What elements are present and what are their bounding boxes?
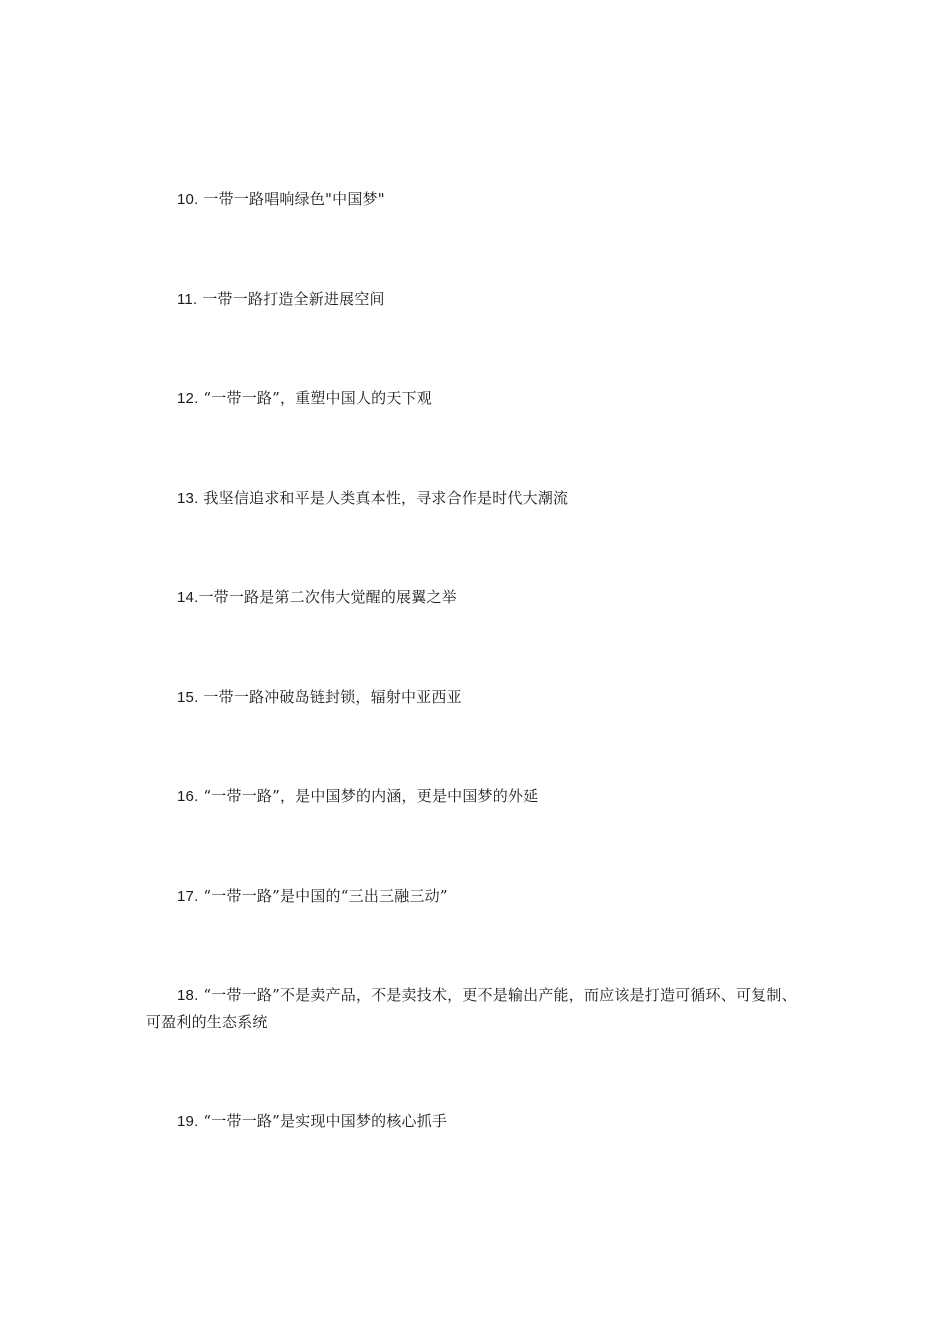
item-number: 13.	[177, 490, 199, 507]
item-number: 16.	[177, 788, 199, 805]
list-item	[146, 684, 806, 711]
list-item	[146, 783, 806, 810]
item-text: “一带一路”是实现中国梦的核心抓手	[203, 1112, 448, 1130]
list-item	[146, 485, 806, 512]
item-text: 一带一路唱响绿色"中国梦"	[203, 190, 385, 208]
item-text: “一带一路”，是中国梦的内涵，更是中国梦的外延	[203, 787, 539, 805]
item-number: 14.	[177, 589, 199, 606]
item-text: “一带一路”不是卖产品，不是卖技术，更不是输出产能，而应该是打造可循环、可复制、可盈利的生态系统	[146, 986, 797, 1031]
item-number: 10.	[177, 191, 199, 208]
list-item	[146, 186, 806, 213]
item-text: 一带一路冲破岛链封锁，辐射中亚西亚	[203, 688, 462, 706]
item-text: 我坚信追求和平是人类真本性，寻求合作是时代大潮流	[203, 489, 569, 507]
item-text: “一带一路”是中国的“三出三融三动”	[203, 887, 448, 905]
item-text: “一带一路”，重塑中国人的天下观	[203, 389, 432, 407]
item-number: 18.	[177, 987, 199, 1004]
list-item	[146, 286, 806, 313]
item-number: 15.	[177, 689, 199, 706]
list-item	[146, 385, 806, 412]
list-item	[146, 982, 806, 1035]
list-item	[146, 883, 806, 910]
list-item	[146, 1108, 806, 1135]
item-number: 17.	[177, 888, 199, 905]
item-number: 11.	[177, 291, 198, 308]
item-text: 一带一路是第二次伟大觉醒的展翼之举	[198, 588, 457, 606]
list-item	[146, 584, 806, 611]
item-number: 19.	[177, 1113, 199, 1130]
item-number: 12.	[177, 390, 199, 407]
item-text: 一带一路打造全新进展空间	[202, 290, 385, 308]
